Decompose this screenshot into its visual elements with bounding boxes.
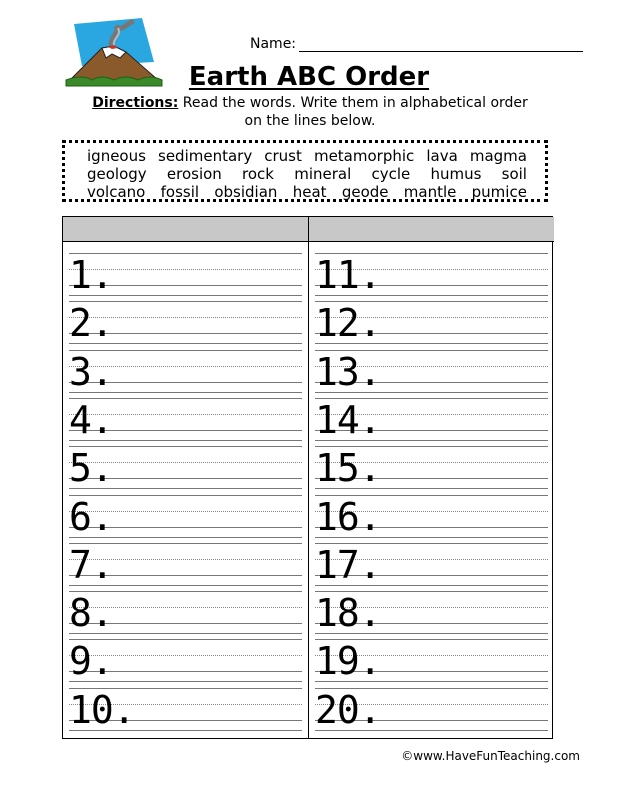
word: metamorphic bbox=[313, 147, 415, 165]
answer-line[interactable] bbox=[69, 686, 302, 734]
answer-line[interactable] bbox=[315, 637, 548, 685]
answer-line[interactable] bbox=[315, 541, 548, 589]
answer-number: 2. bbox=[69, 301, 113, 346]
answer-number: 7. bbox=[69, 542, 113, 587]
answer-number: 19. bbox=[315, 639, 381, 684]
answer-number: 6. bbox=[69, 494, 113, 539]
word: volcano bbox=[87, 183, 146, 201]
directions-label: Directions: bbox=[92, 95, 179, 111]
answer-number: 13. bbox=[315, 349, 381, 394]
word: rock bbox=[242, 165, 274, 183]
copyright-footer: ©www.HaveFunTeaching.com bbox=[401, 749, 580, 763]
word: geology bbox=[87, 165, 147, 183]
answer-number: 10. bbox=[69, 687, 135, 732]
answer-line[interactable] bbox=[69, 541, 302, 589]
directions-text-line1: Read the words. Write them in alphabetical order bbox=[182, 95, 528, 111]
word: fossil bbox=[160, 183, 200, 201]
answer-line[interactable] bbox=[315, 686, 548, 734]
answer-line[interactable] bbox=[69, 348, 302, 396]
page-title: Earth ABC Order bbox=[188, 62, 430, 92]
directions-text-line2: on the lines below. bbox=[244, 113, 376, 129]
word: magma bbox=[469, 147, 527, 165]
answer-number: 16. bbox=[315, 494, 381, 539]
answer-number: 20. bbox=[315, 687, 381, 732]
answer-number: 14. bbox=[315, 397, 381, 442]
word-bank-row bbox=[69, 183, 541, 201]
word: crust bbox=[264, 147, 302, 165]
answer-number: 18. bbox=[315, 591, 381, 636]
word-bank-row bbox=[69, 147, 541, 165]
answer-line[interactable] bbox=[315, 444, 548, 492]
answer-number: 17. bbox=[315, 542, 381, 587]
word: obsidian bbox=[214, 183, 278, 201]
answer-line[interactable] bbox=[315, 251, 548, 299]
word: mantle bbox=[403, 183, 457, 201]
answer-line[interactable] bbox=[69, 251, 302, 299]
answer-number: 12. bbox=[315, 301, 381, 346]
word: erosion bbox=[166, 165, 222, 183]
answer-line[interactable] bbox=[315, 493, 548, 541]
word: cycle bbox=[371, 165, 411, 183]
answer-number: 8. bbox=[69, 591, 113, 636]
answer-number: 1. bbox=[69, 253, 113, 297]
answer-column-left bbox=[63, 217, 309, 738]
answer-line[interactable] bbox=[315, 348, 548, 396]
word: pumice bbox=[471, 183, 527, 201]
name-field[interactable] bbox=[299, 51, 583, 52]
answer-line[interactable] bbox=[69, 589, 302, 637]
answer-line[interactable] bbox=[69, 444, 302, 492]
column-header bbox=[309, 217, 554, 242]
answer-number: 9. bbox=[69, 639, 113, 684]
answer-grid bbox=[62, 216, 553, 739]
word: humus bbox=[430, 165, 482, 183]
answer-column-right bbox=[309, 217, 554, 738]
word-bank-row bbox=[69, 165, 541, 183]
word: mineral bbox=[294, 165, 352, 183]
name-label: Name: bbox=[250, 36, 297, 52]
answer-line[interactable] bbox=[69, 493, 302, 541]
word: soil bbox=[501, 165, 527, 183]
answer-line[interactable] bbox=[315, 299, 548, 347]
answer-line[interactable] bbox=[315, 396, 548, 444]
answer-line[interactable] bbox=[69, 396, 302, 444]
answer-line[interactable] bbox=[69, 299, 302, 347]
answer-line[interactable] bbox=[315, 589, 548, 637]
word: geode bbox=[341, 183, 389, 201]
column-header bbox=[63, 217, 308, 242]
word: lava bbox=[426, 147, 458, 165]
answer-line[interactable] bbox=[69, 637, 302, 685]
answer-number: 15. bbox=[315, 446, 381, 491]
word: igneous bbox=[87, 147, 146, 165]
answer-number: 11. bbox=[315, 253, 381, 297]
word-bank bbox=[62, 140, 548, 202]
answer-number: 5. bbox=[69, 446, 113, 491]
directions bbox=[80, 94, 540, 130]
answer-number: 3. bbox=[69, 349, 113, 394]
word: sedimentary bbox=[158, 147, 253, 165]
word: heat bbox=[292, 183, 327, 201]
answer-number: 4. bbox=[69, 397, 113, 442]
